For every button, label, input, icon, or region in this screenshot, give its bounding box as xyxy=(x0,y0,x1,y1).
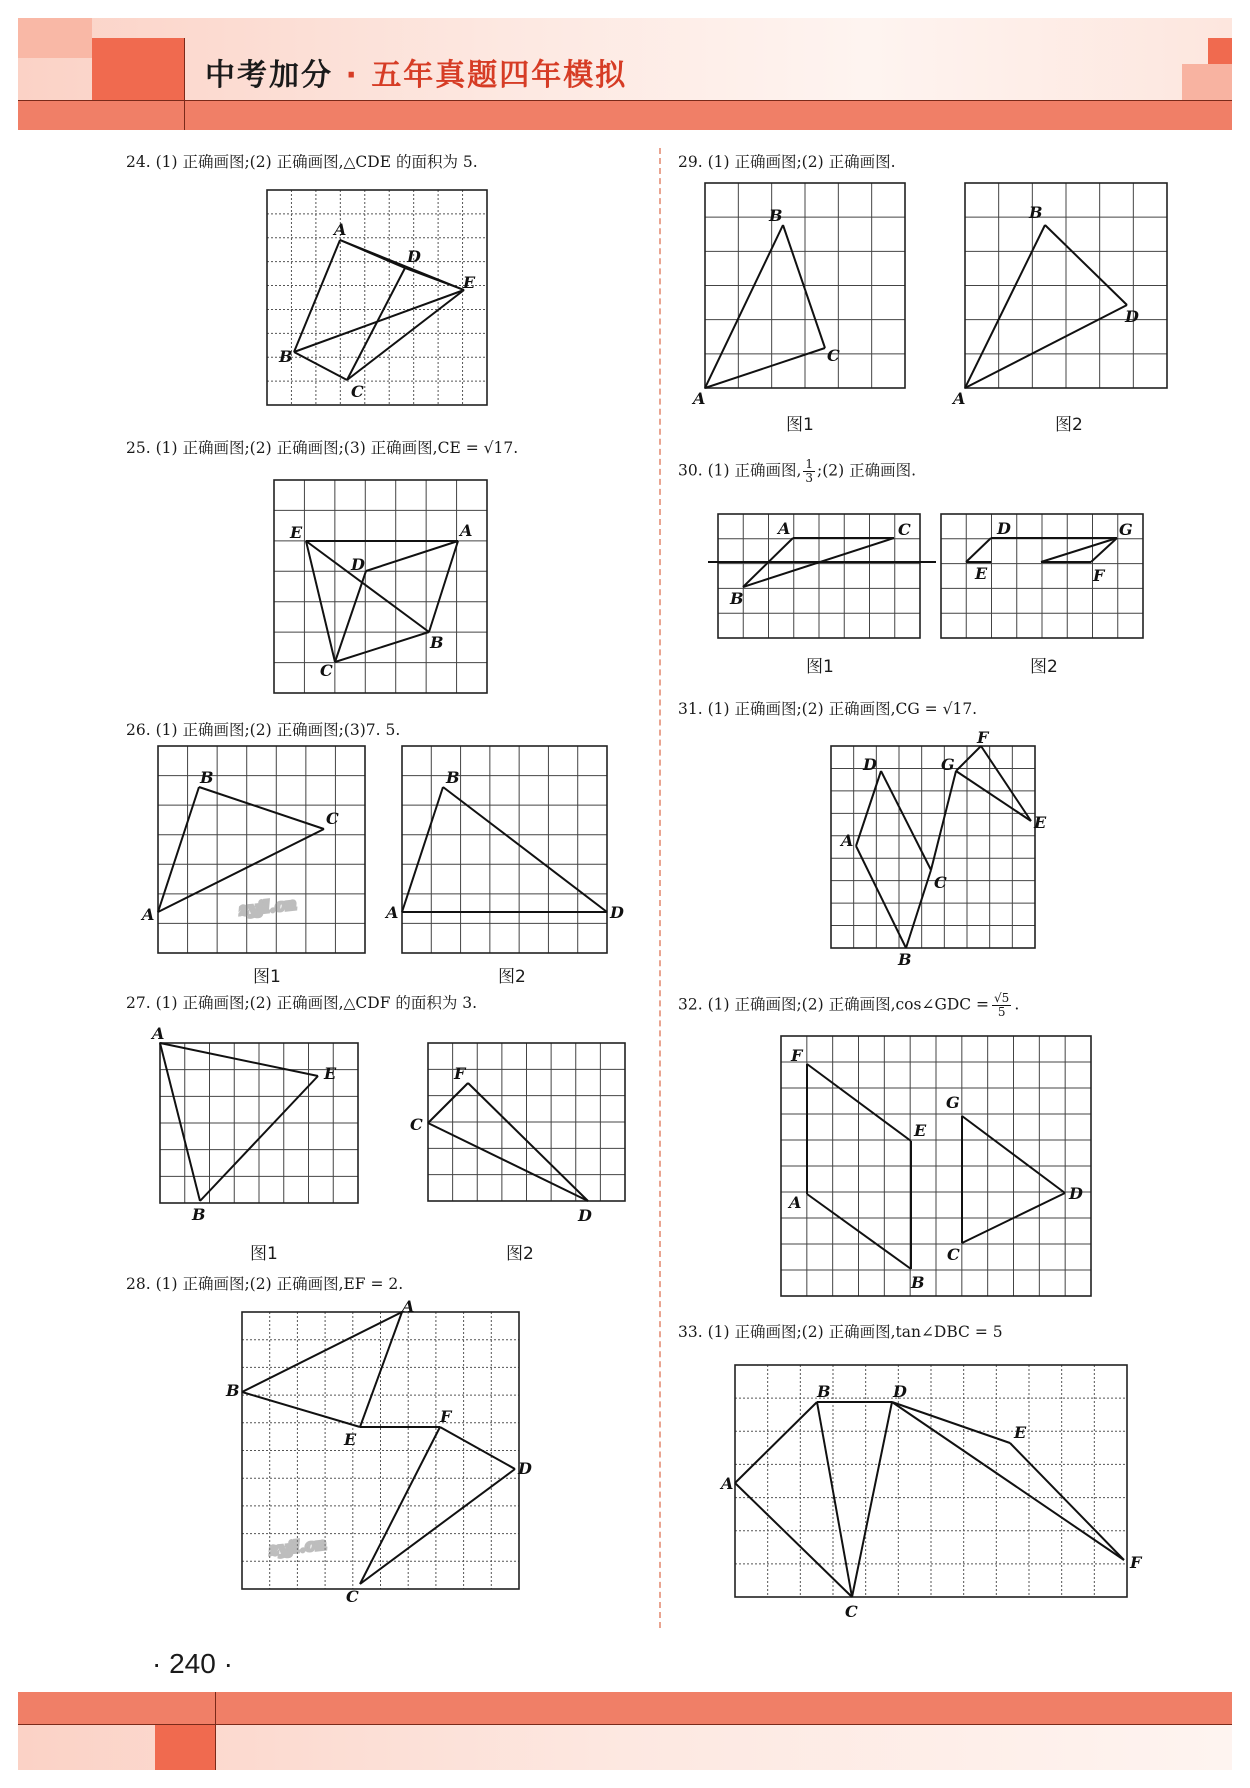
answer-33: 33. (1) 正确画图;(2) 正确画图,tan∠DBC = 5 xyxy=(678,1323,1003,1341)
footer-band xyxy=(18,1692,1232,1724)
point-label-F: F xyxy=(977,728,989,747)
header-decor-square xyxy=(1182,64,1232,100)
answer-30-fraction xyxy=(803,458,815,485)
point-label-E: E xyxy=(324,1064,337,1083)
point-label-A: A xyxy=(953,389,966,408)
segment-BE xyxy=(242,1392,360,1427)
point-label-D: D xyxy=(351,555,365,574)
segment-AB xyxy=(429,541,458,632)
figure-24 xyxy=(267,190,487,405)
point-label-E: E xyxy=(344,1430,357,1449)
point-label-C: C xyxy=(827,346,840,365)
answer-32-fraction xyxy=(992,992,1011,1019)
fraction-denominator: 5 xyxy=(997,1005,1006,1019)
point-label-D: D xyxy=(578,1206,592,1225)
point-label-D: D xyxy=(610,903,624,922)
point-label-C: C xyxy=(934,873,947,892)
point-label-C: C xyxy=(351,382,364,401)
point-label-A: A xyxy=(402,1297,415,1316)
answer-32 xyxy=(678,992,1019,1019)
segment-DA xyxy=(856,771,881,846)
segment-CG xyxy=(931,771,956,870)
caption-fig1: 图1 xyxy=(806,657,834,677)
grid-frame xyxy=(831,746,1035,948)
caption-fig2: 图2 xyxy=(1055,415,1083,435)
segment-AB xyxy=(158,787,199,912)
answer-30 xyxy=(678,458,916,485)
figure-32 xyxy=(781,1036,1091,1296)
point-label-F: F xyxy=(454,1064,466,1083)
caption-fig1: 图1 xyxy=(253,967,281,987)
segment-AD xyxy=(965,305,1127,388)
header-decor-pale xyxy=(18,18,92,58)
answer-27: 27. (1) 正确画图;(2) 正确画图,△CDF 的面积为 3. xyxy=(126,994,478,1012)
point-label-E: E xyxy=(290,523,303,542)
point-label-B: B xyxy=(226,1381,240,1400)
point-label-C: C xyxy=(898,520,911,539)
point-label-C: C xyxy=(326,809,339,828)
point-label-C: C xyxy=(947,1245,960,1264)
point-label-F: F xyxy=(791,1046,803,1065)
segment-DE xyxy=(892,1402,1010,1443)
point-label-F: F xyxy=(1093,566,1105,585)
header-band xyxy=(18,100,1232,130)
fraction-denominator: 3 xyxy=(805,471,814,485)
point-label-D: D xyxy=(518,1459,532,1478)
point-label-A: A xyxy=(778,519,791,538)
point-label-B: B xyxy=(898,950,912,969)
point-label-B: B xyxy=(730,589,744,608)
segment-CB xyxy=(906,870,931,948)
footer-rule-vertical xyxy=(215,1692,216,1770)
point-label-C: C xyxy=(410,1115,423,1134)
point-label-E: E xyxy=(975,564,988,583)
segment-FC xyxy=(428,1083,468,1123)
point-label-A: A xyxy=(841,831,854,850)
grid xyxy=(941,514,1143,638)
watermark-text: zyjl.cn xyxy=(268,1534,328,1559)
segment-CD xyxy=(428,1123,588,1201)
point-label-B: B xyxy=(817,1382,831,1401)
answer-26: 26. (1) 正确画图;(2) 正确画图;(3)7. 5. xyxy=(126,721,401,739)
answer-30-text: 30. (1) 正确画图, xyxy=(678,461,802,480)
point-label-G: G xyxy=(1119,520,1133,539)
point-label-E: E xyxy=(463,273,476,292)
figure-30-2 xyxy=(941,514,1143,638)
segment-DC xyxy=(881,771,931,870)
grid xyxy=(735,1365,1127,1597)
segment-BC xyxy=(294,352,347,380)
segment-AB xyxy=(294,240,340,352)
footer-rule xyxy=(18,1724,1232,1725)
caption-fig1: 图1 xyxy=(786,415,814,435)
answer-32-text: 32. (1) 正确画图;(2) 正确画图,cos∠GDC = xyxy=(678,995,990,1014)
answer-28: 28. (1) 正确画图;(2) 正确画图,EF = 2. xyxy=(126,1275,404,1293)
header-rule-vertical xyxy=(184,38,185,130)
header-title-sep: · xyxy=(345,58,359,93)
caption-fig2: 图2 xyxy=(1030,657,1058,677)
header-decor-red xyxy=(92,38,184,100)
header-title xyxy=(205,50,627,94)
watermark xyxy=(270,1440,750,1600)
point-label-D: D xyxy=(407,247,421,266)
segment-DF xyxy=(892,1402,1124,1560)
point-label-E: E xyxy=(1014,1423,1027,1442)
point-label-A: A xyxy=(386,903,399,922)
grid xyxy=(965,183,1167,388)
segment-BD xyxy=(1045,225,1127,305)
point-label-B: B xyxy=(769,206,783,225)
point-label-C: C xyxy=(346,1587,359,1606)
segment-DC xyxy=(335,571,366,662)
point-label-D: D xyxy=(1069,1184,1083,1203)
point-label-G: G xyxy=(946,1093,960,1112)
grid xyxy=(718,514,920,638)
point-label-G: G xyxy=(941,755,955,774)
segment-EF xyxy=(1010,1443,1124,1560)
header-title-sub: 五年真题四年模拟 xyxy=(371,58,628,93)
point-label-A: A xyxy=(721,1474,734,1493)
point-label-B: B xyxy=(279,347,293,366)
point-label-D: D xyxy=(997,519,1011,538)
point-label-B: B xyxy=(1029,203,1043,222)
point-label-B: B xyxy=(446,768,460,787)
grid xyxy=(831,746,1035,948)
point-label-B: B xyxy=(911,1273,925,1292)
point-label-A: A xyxy=(693,389,706,408)
point-label-E: E xyxy=(914,1121,927,1140)
answer-24: 24. (1) 正确画图;(2) 正确画图,△CDE 的面积为 5. xyxy=(126,153,478,171)
segment-CD xyxy=(347,268,405,380)
point-label-A: A xyxy=(152,1024,165,1043)
figure-31 xyxy=(831,728,1047,969)
point-label-F: F xyxy=(440,1407,452,1426)
answer-31: 31. (1) 正确画图;(2) 正确画图,CG = √17. xyxy=(678,700,978,718)
point-label-A: A xyxy=(460,521,473,540)
point-label-D: D xyxy=(1125,307,1139,326)
grid xyxy=(705,183,905,388)
answer-30-text-end: ;(2) 正确画图. xyxy=(817,461,917,480)
point-label-A: A xyxy=(142,905,155,924)
point-label-B: B xyxy=(430,633,444,652)
header-decor-square xyxy=(1208,38,1232,64)
answer-25: 25. (1) 正确画图;(2) 正确画图;(3) 正确画图,CE = √17. xyxy=(126,439,519,457)
point-label-D: D xyxy=(863,755,877,774)
header-title-main: 中考加分 xyxy=(205,58,333,93)
point-label-A: A xyxy=(789,1193,802,1212)
segment-AB xyxy=(965,225,1045,388)
point-label-B: B xyxy=(192,1205,206,1224)
point-label-C: C xyxy=(320,661,333,680)
figure-30-1 xyxy=(718,514,920,638)
point-label-D: D xyxy=(893,1382,907,1401)
header-rule xyxy=(18,100,1232,101)
figure-27-1 xyxy=(152,1024,358,1224)
caption-fig1: 图1 xyxy=(250,1244,278,1264)
answer-29: 29. (1) 正确画图;(2) 正确画图. xyxy=(678,153,896,171)
point-label-C: C xyxy=(845,1602,858,1621)
watermark xyxy=(240,800,720,960)
answer-32-text-end: . xyxy=(1014,995,1020,1014)
page-number: · 240 · xyxy=(152,1648,233,1679)
point-label-E: E xyxy=(1034,813,1047,832)
caption-fig2: 图2 xyxy=(498,967,526,987)
segment-BC xyxy=(783,225,825,348)
point-label-F: F xyxy=(1130,1553,1142,1572)
footer-decor-red xyxy=(155,1724,215,1770)
fraction-numerator: 1 xyxy=(805,457,814,471)
figure-29-2 xyxy=(953,183,1167,408)
caption-fig2: 图2 xyxy=(506,1244,534,1264)
segment-DE xyxy=(966,538,991,562)
segment-AE xyxy=(160,1043,318,1076)
segment-AB xyxy=(160,1043,200,1201)
point-label-A: A xyxy=(334,220,347,239)
segment-FE xyxy=(981,746,1031,821)
fraction-numerator: √5 xyxy=(994,991,1010,1005)
watermark-text: zyjl.cn xyxy=(238,894,298,919)
segment-AD xyxy=(340,240,405,268)
grid xyxy=(781,1036,1091,1296)
segment-CB xyxy=(335,632,429,662)
point-label-B: B xyxy=(200,768,214,787)
grid-frame xyxy=(274,480,487,693)
figure-33 xyxy=(721,1365,1142,1621)
segment-GF xyxy=(956,746,981,771)
segment-AD xyxy=(366,541,458,571)
segment-FD xyxy=(468,1083,588,1201)
figure-25 xyxy=(274,480,487,693)
segment-G xyxy=(1041,538,1117,562)
figure-29-1 xyxy=(693,183,905,408)
grid xyxy=(274,480,487,693)
figure-27-2 xyxy=(410,1043,625,1225)
